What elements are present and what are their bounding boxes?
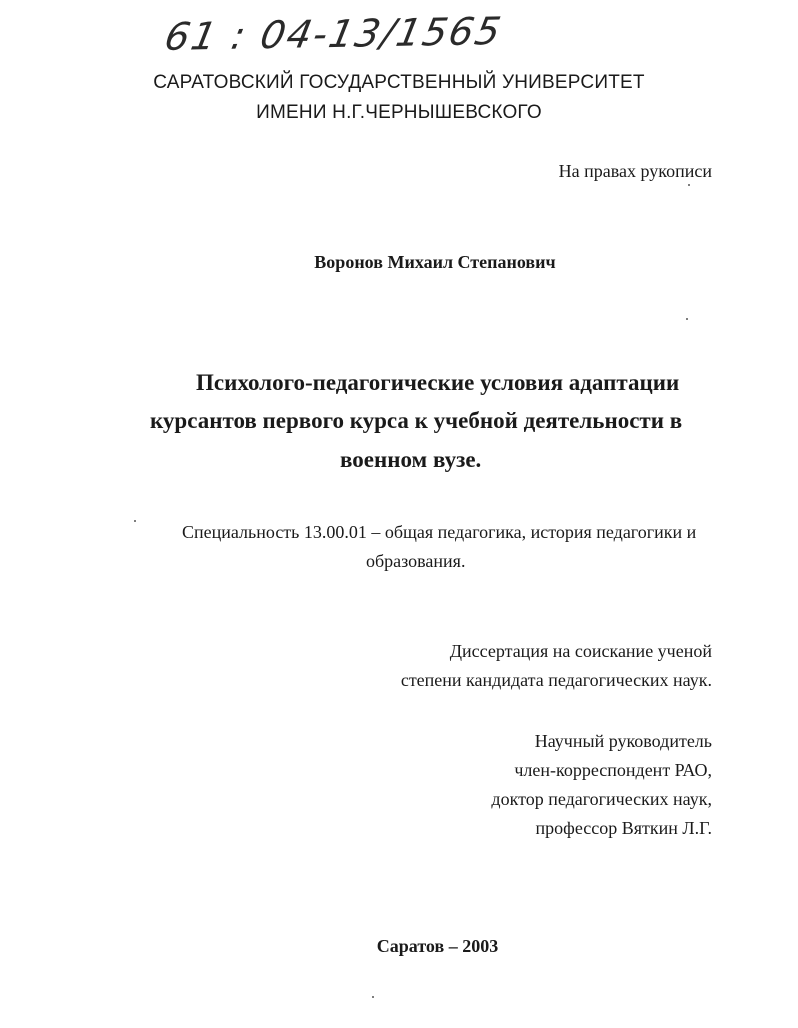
- supervisor-line1: Научный руководитель: [534, 731, 712, 751]
- dissertation-line1: Диссертация на соискание ученой: [449, 641, 712, 661]
- scan-speck: [686, 318, 688, 320]
- specialty-line1: Специальность 13.00.01 – общая педагогика, история педагогики и: [182, 522, 697, 542]
- title-line3: военном вузе.: [340, 447, 482, 472]
- city-year: Саратов – 2003: [376, 936, 499, 956]
- supervisor-line3: доктор педагогических наук,: [491, 789, 712, 809]
- scan-speck: [134, 520, 136, 522]
- university-name-line2: ИМЕНИ Н.Г.ЧЕРНЫШЕВСКОГО: [256, 102, 542, 123]
- university-name-line1: САРАТОВСКИЙ ГОСУДАРСТВЕННЫЙ УНИВЕРСИТЕТ: [153, 72, 645, 93]
- title-line1: Психолого-педагогические условия адаптации: [196, 370, 680, 395]
- archive-handwritten-mark: 61 : 04-13/1565: [161, 9, 507, 59]
- scan-speck: [372, 996, 374, 998]
- dissertation-line2: степени кандидата педагогических наук.: [400, 670, 712, 690]
- specialty-line2: образования.: [366, 551, 466, 571]
- rights-note: На правах рукописи: [558, 161, 712, 181]
- author-name: Воронов Михаил Степанович: [314, 252, 556, 272]
- supervisor-line2: член-корреспондент РАО,: [514, 760, 712, 780]
- supervisor-line4: профессор Вяткин Л.Г.: [535, 818, 712, 838]
- scan-speck: [688, 184, 690, 186]
- title-line2: курсантов первого курса к учебной деятельности в: [150, 408, 683, 433]
